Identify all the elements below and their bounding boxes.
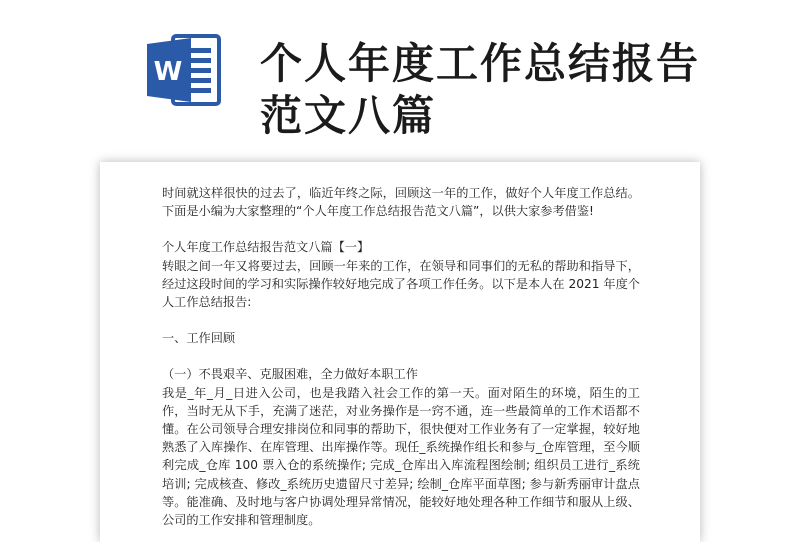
word-letter: W [153,57,183,87]
heading-work-review: 一、工作回顾 [162,331,236,346]
paragraph-1: 转眼之间一年又将要过去，回顾一年来的工作，在领导和同事们的无私的帮助和指导下，经过这段时间的学习和实际操作较好地完成了各项工作任务。以下是本人在 2021 年度个人工作总结报告: [162,258,640,310]
paragraph-2: 我是_年_月_日进入公司，也是我踏入社会工作的第一天。面对陌生的环境，陌生的工作，当时无从下手，充满了迷茫，对业务操作是一窍不通，连一些最简单的工作术语都不懂。在公司领导合理安排岗位和同事的帮助下，很快便对工作业务有了一定掌握，较好地熟悉了入库操作、在库管理、出库操作等。现任_系统操作组长和参与_仓库管理，至今顺利完成_仓库 100 票入仓的系统操作; 完成_仓库出入库流程图绘制; 组织员工进行_系统培训; 完成核查、修改_系统历史遗留尺寸差异; 绘制_仓库平面草图; 参与新秀丽审计盘点等。能准确、及时地与客户协调处理异常情况，能较好地处理各种工作细节和服从上级、公司的工作安排和管理制度。 [162,385,640,528]
word-document-icon [145,30,225,110]
subheading-1: （一）不畏艰辛、克服困难，全力做好本职工作 [162,367,418,382]
intro-paragraph: 时间就这样很快的过去了，临近年终之际，回顾这一年的工作，做好个人年度工作总结。下面是小编为大家整理的“个人年度工作总结报告范文八篇”，以供大家参考借鉴! [162,186,640,219]
document-body [162,184,640,529]
header [0,0,800,150]
page-title: 个人年度工作总结报告范文八篇 [260,39,701,140]
section-title: 个人年度工作总结报告范文八篇【一】 [162,240,370,255]
